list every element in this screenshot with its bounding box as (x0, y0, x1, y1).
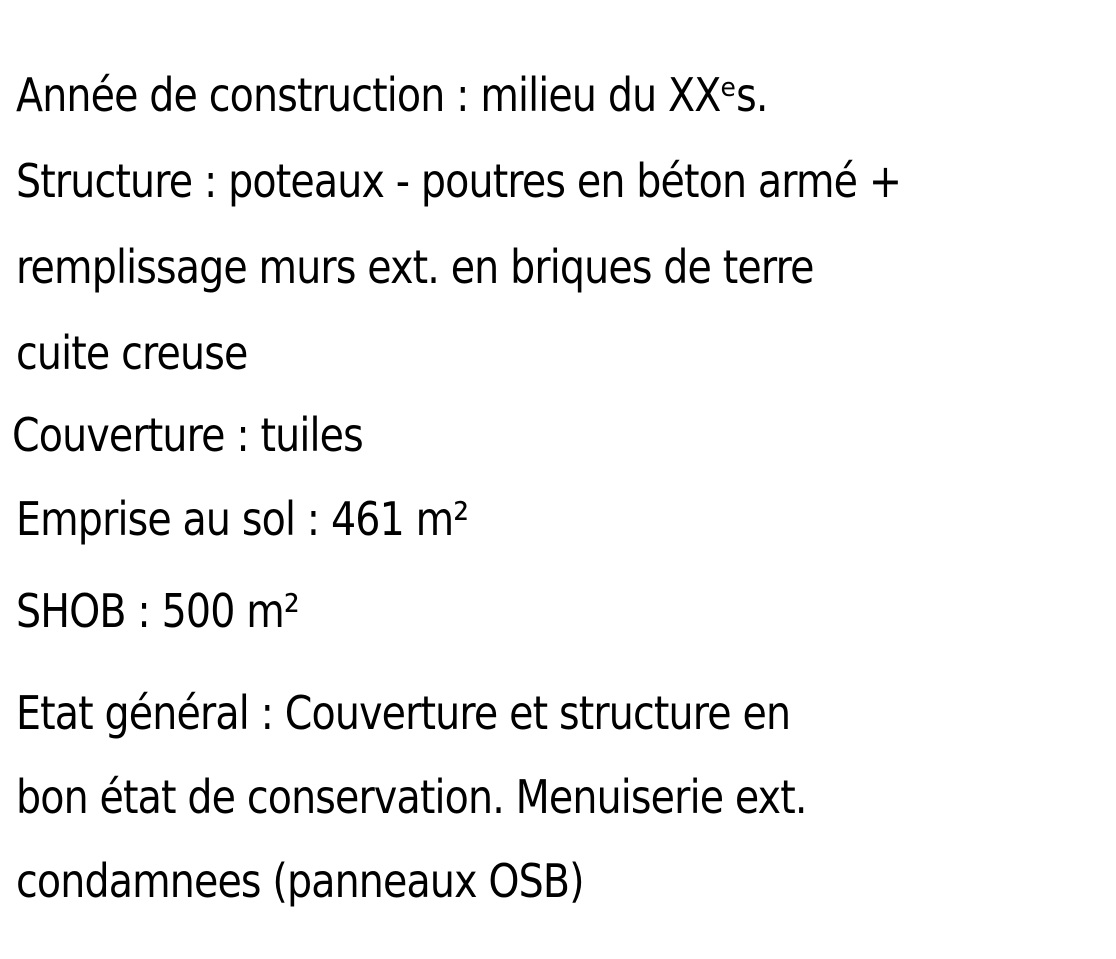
note-line-general-condition: Etat général : Couverture et structure en (16, 686, 791, 740)
note-line-structure-continued: remplissage murs ext. en briques de terre (16, 240, 814, 294)
note-line-condition-end: condamnees (panneaux OSB) (16, 854, 584, 908)
note-line-condition-continued: bon état de conservation. Menuiserie ext. (16, 770, 807, 824)
note-line-structure-end: cuite creuse (16, 326, 248, 380)
note-line-structure: Structure : poteaux - poutres en béton armé + (16, 154, 902, 208)
note-line-footprint: Emprise au sol : 461 m² (16, 492, 469, 546)
note-line-construction-year: Année de construction : milieu du XXᵉs. (16, 68, 768, 122)
note-line-shob: SHOB : 500 m² (16, 584, 299, 638)
note-line-roofing: Couverture : tuiles (12, 408, 363, 462)
